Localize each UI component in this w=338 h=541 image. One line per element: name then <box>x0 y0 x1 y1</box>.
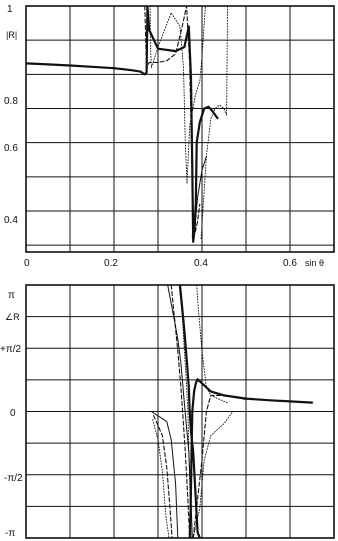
series-line-dotted <box>153 420 169 538</box>
x-tick-label: 0.4 <box>194 258 208 269</box>
phase-grid <box>26 285 334 538</box>
series-line-dashed <box>193 395 246 538</box>
x-tick-label: 0.6 <box>283 258 297 269</box>
magnitude-chart <box>4 4 334 269</box>
y-tick-label: 0.6 <box>4 143 18 154</box>
y-tick-label: 0 <box>10 408 16 419</box>
series-line-dotted <box>201 6 227 238</box>
series-line-dotted <box>197 285 229 403</box>
magnitude-plot-frame <box>26 6 334 252</box>
magnitude-series <box>26 6 228 242</box>
magnitude-grid <box>26 6 334 252</box>
y-tick-label: -π <box>5 528 16 539</box>
x-axis-label: sin θ <box>305 258 325 268</box>
y-tick-label: +π/2 <box>0 344 22 355</box>
phase-chart <box>0 285 334 539</box>
y-tick-label: 1 <box>7 4 13 15</box>
x-tick-label: 0.2 <box>104 258 118 269</box>
y-tick-label: π <box>8 290 15 301</box>
series-line-solid-thick <box>190 379 312 538</box>
y-tick-label: 0.8 <box>4 96 18 107</box>
x-tick-label: 0 <box>24 258 30 269</box>
y-tick-label: 0.4 <box>4 215 18 226</box>
y-axis-label: |R| <box>6 30 18 40</box>
y-axis-label: ∠R <box>5 312 20 322</box>
series-line-solid-thick <box>26 6 217 242</box>
y-tick-label: -π/2 <box>4 473 23 484</box>
series-line-dotted <box>150 6 206 184</box>
